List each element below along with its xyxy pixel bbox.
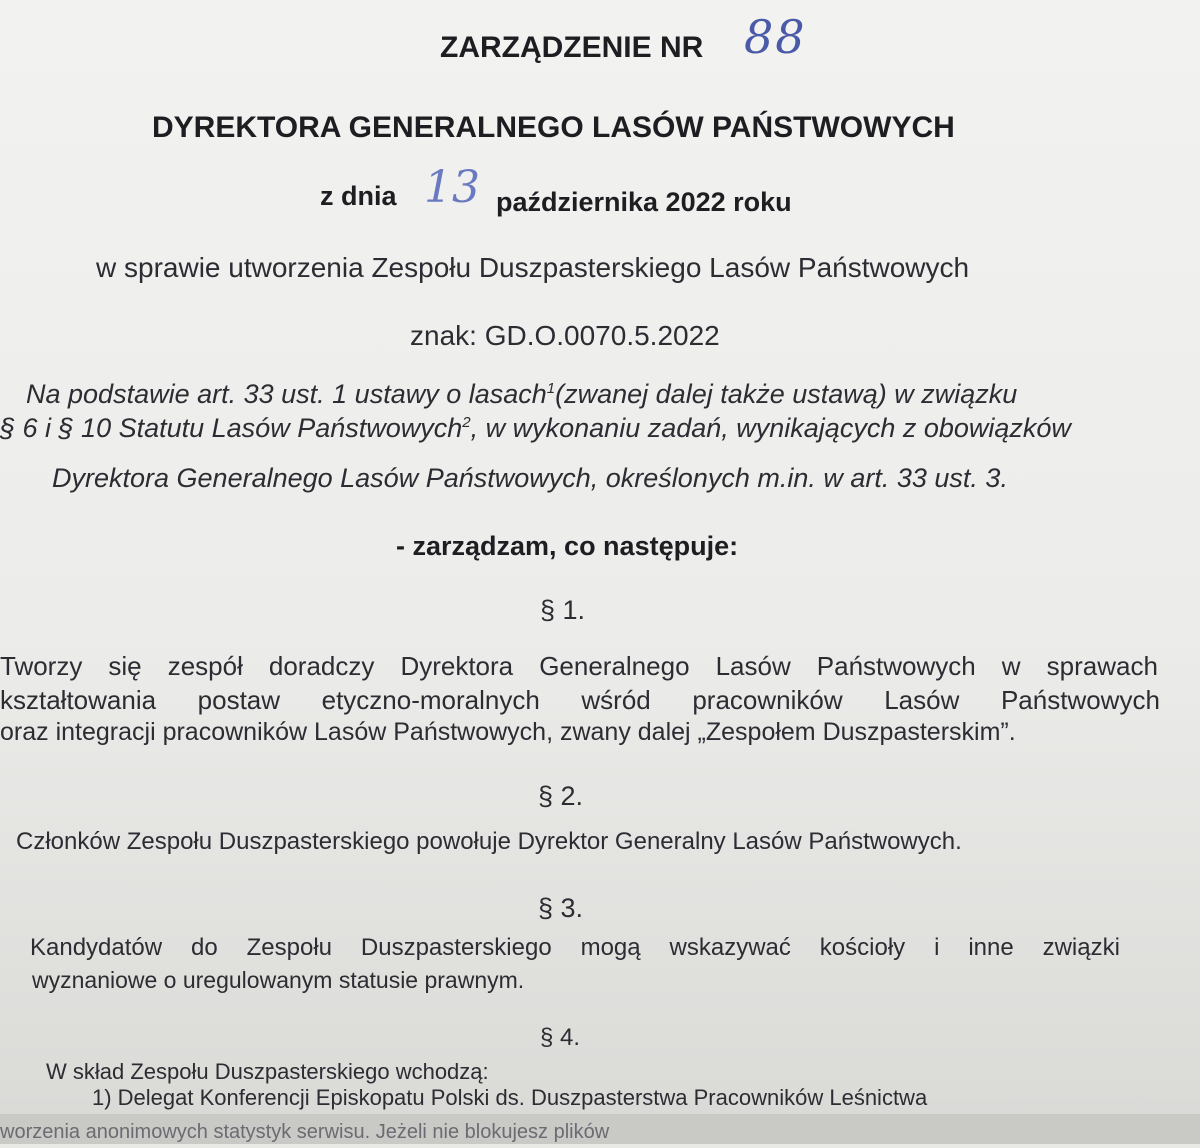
- section-1-line-1: [0, 650, 1158, 682]
- decree-statement: - zarządzam, co następuje:: [396, 531, 739, 561]
- section-3-line-1: [30, 932, 1120, 964]
- section-1-line-1-word: Lasów: [715, 651, 791, 681]
- section-3-line-1-word: i: [934, 934, 940, 961]
- section-2-heading: § 2.: [538, 781, 584, 811]
- section-1-line-1-word: doradczy: [268, 651, 375, 681]
- section-1-line-1-word: Państwowych: [816, 651, 976, 681]
- section-3-line-1-word: Kandydatów: [30, 934, 163, 961]
- footnote-ref-2: 2: [462, 414, 471, 431]
- handwritten-decree-number: 88: [744, 10, 807, 64]
- section-1-line-3: oraz integracji pracowników Lasów Państwowych, zwany dalej „Zespołem Duszpasterskim”.: [0, 718, 1016, 746]
- section-3-heading: § 3.: [538, 893, 584, 923]
- section-4-line-1: W skład Zespołu Duszpasterskiego wchodzą:: [46, 1059, 489, 1084]
- section-1-line-2-word: etyczno-moralnych: [321, 685, 540, 715]
- section-3-line-1-word: wskazywać: [669, 934, 791, 961]
- section-3-line-1-word: do: [191, 934, 218, 961]
- section-1-line-2-word: kształtowania: [0, 685, 157, 715]
- section-3-line-1-word: mogą: [580, 934, 641, 961]
- preamble-text-2b: , w wykonaniu zadań, wynikających z obowiązków: [470, 413, 1071, 443]
- preamble-line-1: [26, 378, 1017, 410]
- section-3-line-1-word: Duszpasterskiego: [360, 934, 552, 961]
- section-3-line-1-word: związki: [1042, 934, 1120, 961]
- subject-line: w sprawie utworzenia Zespołu Duszpasterskiego Lasów Państwowych: [96, 252, 970, 283]
- preamble-line-2: [0, 412, 1071, 444]
- section-2-line-1: Członków Zespołu Duszpasterskiego powołuje Dyrektor Generalny Lasów Państwowych.: [16, 828, 962, 855]
- section-3-line-1-word: kościoły: [819, 934, 906, 961]
- date-rest: października 2022 roku: [496, 187, 792, 217]
- reference-sign: znak: GD.O.0070.5.2022: [410, 320, 720, 351]
- issuer-line: DYREKTORA GENERALNEGO LASÓW PAŃSTWOWYCH: [152, 111, 955, 144]
- section-1-line-2-word: Państwowych: [1000, 685, 1160, 715]
- handwritten-date-day: 13: [424, 162, 480, 213]
- preamble-text-1a: Na podstawie art. 33 ust. 1 ustawy o lasach: [26, 379, 547, 409]
- section-4-heading: § 4.: [540, 1024, 581, 1051]
- section-1-line-2-word: wśród: [581, 685, 651, 715]
- decree-number-prefix: ZARZĄDZENIE NR: [440, 31, 704, 64]
- section-3-line-2: wyznaniowe o uregulowanym statusie prawnym.: [32, 967, 525, 993]
- section-1-line-2-word: postaw: [197, 685, 281, 715]
- preamble-text-2a: § 6 i § 10 Statutu Lasów Państwowych: [0, 413, 463, 443]
- section-4-item-1: 1) Delegat Konferencji Episkopatu Polski ds. Duszpasterstwa Pracowników Leśnictwa: [92, 1085, 928, 1110]
- footnote-ref-1: 1: [546, 380, 556, 397]
- section-1-line-1-word: sprawach: [1046, 651, 1158, 681]
- section-1-line-1-word: Dyrektora: [400, 651, 514, 681]
- section-3-line-1-word: inne: [968, 934, 1014, 961]
- section-1-line-1-word: Generalnego: [539, 651, 690, 681]
- section-1-line-1-word: się: [108, 651, 142, 681]
- section-1-heading: § 1.: [540, 595, 586, 625]
- section-1-line-1-word: zespół: [167, 651, 243, 681]
- section-1-line-2-word: Lasów: [884, 685, 960, 715]
- section-3-line-1-word: Zespołu: [246, 934, 332, 961]
- preamble-line-3: Dyrektora Generalnego Lasów Państwowych, określonych m.in. w art. 33 ust. 3.: [52, 463, 1008, 493]
- date-prefix: z dnia: [320, 181, 397, 211]
- section-1-line-1-word: Tworzy: [0, 651, 83, 681]
- preamble-text-1b: (zwanej dalej także ustawą) w związku: [555, 379, 1018, 409]
- section-1-line-1-word: w: [1001, 651, 1021, 681]
- cookie-banner-text: worzenia anonimowych statystyk serwisu. Jeżeli nie blokujesz plików: [0, 1121, 610, 1143]
- section-1-line-2-word: pracowników: [692, 685, 843, 715]
- section-1-line-2: [0, 684, 1160, 716]
